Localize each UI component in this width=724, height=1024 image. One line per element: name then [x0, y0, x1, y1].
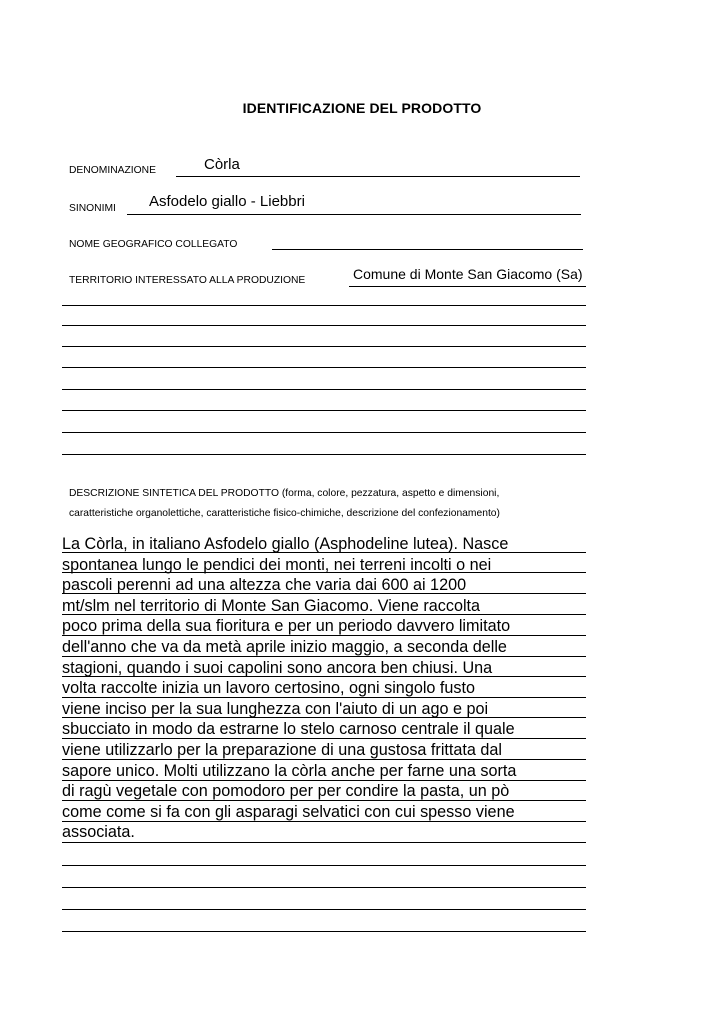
blank-line: [62, 346, 586, 347]
descrizione-line: La Còrla, in italiano Asfodelo giallo (Asphodeline lutea). Nasce: [62, 535, 509, 553]
descrizione-line: volta raccolte inizia un lavoro certosino, ogni singolo fusto: [62, 679, 476, 698]
blank-line: [62, 389, 586, 390]
blank-line: [62, 325, 586, 326]
descrizione-line: pascoli perenni ad una altezza che varia dai 600 ai 1200: [62, 576, 467, 595]
sinonimi-line: [127, 214, 581, 215]
descrizione-text[interactable]: [62, 534, 588, 843]
descrizione-line: poco prima della sua fioritura e per un periodo davvero limitato: [62, 617, 511, 636]
descrizione-line: viene inciso per la sua lunghezza con l'aiuto di un ago e poi: [62, 699, 489, 718]
descrizione-line: associata.: [62, 823, 135, 842]
blank-line: [62, 909, 586, 910]
blank-line: [62, 410, 586, 411]
descrizione-line: viene utilizzarlo per la preparazione di una gustosa frittata dal: [62, 740, 503, 759]
nome-geografico-line[interactable]: [272, 249, 583, 250]
territorio-line: [349, 286, 586, 287]
descrizione-line: spontanea lungo le pendici dei monti, nei terreni incolti o nei: [62, 555, 492, 574]
blank-line: [62, 305, 586, 306]
blank-line: [62, 454, 586, 455]
blank-line: [62, 931, 586, 932]
blank-line: [62, 865, 586, 866]
descrizione-line: come come si fa con gli asparagi selvatici con cui spesso viene: [62, 802, 515, 821]
denominazione-line: [176, 176, 580, 177]
descrizione-label-line1: DESCRIZIONE SINTETICA DEL PRODOTTO (forma, colore, pezzatura, aspetto e dimensioni,: [69, 488, 500, 499]
descrizione-line: sapore unico. Molti utilizzano la còrla anche per farne una sorta: [62, 761, 517, 780]
sinonimi-value[interactable]: Asfodelo giallo - Liebbri: [149, 193, 305, 210]
nome-geografico-label: NOME GEOGRAFICO COLLEGATO: [69, 239, 238, 250]
descrizione-line: stagioni, quando i suoi capolini sono ancora ben chiusi. Una: [62, 658, 493, 677]
blank-line: [62, 367, 586, 368]
territorio-label: TERRITORIO INTERESSATO ALLA PRODUZIONE: [69, 275, 306, 286]
sinonimi-label: SINONIMI: [69, 203, 116, 214]
blank-line: [62, 887, 586, 888]
descrizione-line: di ragù vegetale con pomodoro per per condire la pasta, un pò: [62, 782, 510, 801]
descrizione-line: sbucciato in modo da estrarne lo stelo carnoso centrale il quale: [62, 720, 515, 739]
denominazione-value[interactable]: Còrla: [204, 156, 240, 173]
descrizione-label-line2: caratteristiche organolettiche, caratteristiche fisico-chimiche, descrizione del confezionamento): [69, 508, 500, 519]
denominazione-label: DENOMINAZIONE: [69, 165, 156, 176]
territorio-value[interactable]: Comune di Monte San Giacomo (Sa): [353, 266, 583, 282]
descrizione-line: mt/slm nel territorio di Monte San Giacomo. Viene raccolta: [62, 596, 481, 615]
page-title: IDENTIFICAZIONE DEL PRODOTTO: [242, 100, 482, 116]
blank-line: [62, 432, 586, 433]
descrizione-line: dell'anno che va da metà aprile inizio maggio, a seconda delle: [62, 637, 507, 656]
